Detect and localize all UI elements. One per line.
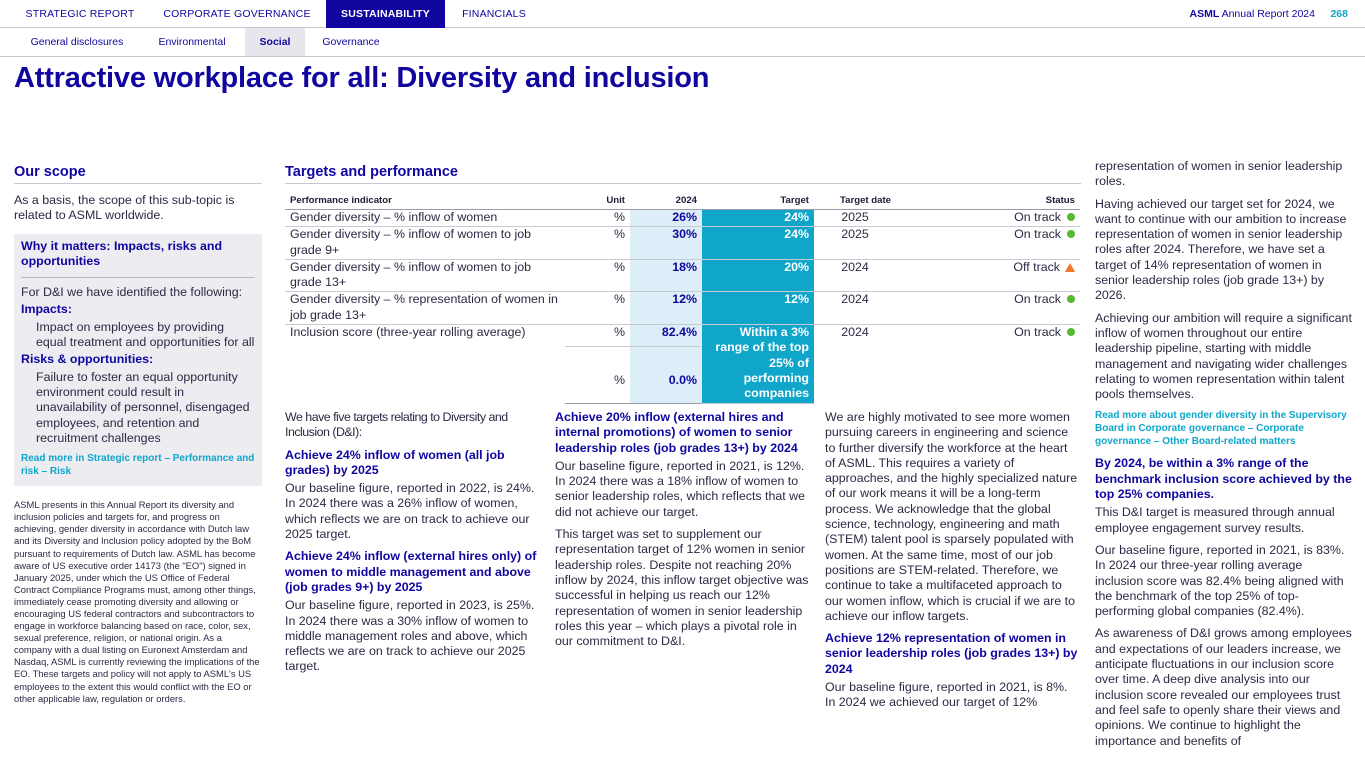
indicator-cell: Gender diversity – % inflow of women xyxy=(285,210,565,227)
target-cell: 24% xyxy=(702,210,814,227)
scope-text: As a basis, the scope of this sub-topic is related to ASML worldwide. xyxy=(14,193,235,223)
text-column-2 xyxy=(555,410,811,656)
target-paragraph: Having achieved our target set for 2024, we want to continue with our ambition to increase representation of women in senior leadership roles after 2024. Therefore, we have set a target of 14% representation of women in senior leadership roles (job grade 13+) by 2026. xyxy=(1095,196,1347,303)
target-paragraph: Our baseline figure, reported in 2023, is 25%. In 2024 there was a 30% inflow of women to middle management roles and above, which reflects we are on track to achieve our 2025 target. xyxy=(285,598,535,674)
targets-heading: Targets and performance xyxy=(285,164,1081,184)
text-column-1 xyxy=(285,410,542,682)
targets-section xyxy=(285,164,1081,404)
risks-label: Risks & opportunities: xyxy=(21,352,154,367)
target-paragraph: Achieving our ambition will require a significant inflow of women throughout our entire leadership pipeline, starting with middle management and navigating wider challenges relating to women representation within talent pools themselves. xyxy=(1095,310,1352,402)
value-2024-cell: 30% xyxy=(630,227,702,260)
target-cell: Within a 3% range of the top 25% of performing companies xyxy=(702,325,814,403)
target-date-cell: 2025 xyxy=(814,227,896,260)
indicator-cell: Gender diversity – % inflow of women to job grade 9+ xyxy=(285,227,565,260)
target-paragraph: This target was set to supplement our representation target of 12% women in senior leadership roles. Despite not reaching 20% inflow by 2024, this inflow target objective was successful in helping us reach our 12% representation of women in senior leadership roles this year – which plays a pivotal role in our commitment to D&I. xyxy=(555,527,809,649)
status-cell xyxy=(896,292,1080,325)
target-paragraph: This D&I target is measured through annual employee engagement survey results. xyxy=(1095,505,1335,535)
risks-text: Failure to foster an equal opportunity environment could result in unavailability of personnel, disengaged employees, and retention and recruitment challenges xyxy=(36,369,250,445)
value-2024-cell: 18% xyxy=(630,259,702,292)
target-date-cell: 2024 xyxy=(814,259,896,292)
value-2024-cell: 12% xyxy=(630,292,702,325)
unit-cell: % xyxy=(565,347,630,403)
table-row xyxy=(285,292,1080,325)
target-paragraph: As awareness of D&I grows among employees and expectations of our leaders increase, we anticipate fluctuations in our inclusion score over time. A deep dive analysis into our inclusion score revealed our employees trust and feel safe to openly share their views and opinions. We continue to highlight the importance and benefits of xyxy=(1095,626,1352,748)
on-track-icon xyxy=(1067,295,1075,303)
unit-cell: % xyxy=(565,259,630,292)
report-brand xyxy=(1190,0,1316,29)
subtab-social[interactable]: Social xyxy=(245,28,305,56)
off-track-warning-icon xyxy=(1065,263,1075,272)
target-paragraph: Our baseline figure, reported in 2021, is 12%. In 2024 there was a 18% inflow of women to senior leadership roles, which reflects that we did not achieve our target. xyxy=(555,458,805,519)
target-heading: Achieve 12% representation of women in senior leadership roles (job grades 13+) by 2024 xyxy=(825,631,1078,676)
col-header-target: Target xyxy=(702,193,814,210)
subtab-general-disclosures[interactable]: General disclosures xyxy=(30,36,124,48)
col-header-indicator: Performance indicator xyxy=(285,193,565,210)
target-heading: Achieve 24% inflow of women (all job grades) by 2025 xyxy=(285,447,505,477)
target-paragraph: Our baseline figure, reported in 2022, is 24%. In 2024 there was a 26% inflow of women, which reflects we are on track to achieve our 2025 target. xyxy=(285,481,535,542)
why-it-matters-title: Why it matters: Impacts, risks and opportunities xyxy=(21,239,255,279)
status-text: On track xyxy=(1014,210,1061,224)
status-cell xyxy=(896,325,1080,403)
brand-name: ASML xyxy=(1189,8,1220,20)
target-date-cell: 2024 xyxy=(814,292,896,325)
unit-cell: % xyxy=(565,227,630,260)
status-cell xyxy=(896,259,1080,292)
value-2024-cell: 82.4% xyxy=(630,325,702,347)
on-track-icon xyxy=(1067,213,1075,221)
target-heading: Achieve 20% inflow (external hires and internal promotions) of women to senior leadership roles (job grades 13+) by 2024 xyxy=(555,410,798,455)
targets-intro: We have five targets relating to Diversity and Inclusion (D&I): xyxy=(285,410,508,440)
impacts-label: Impacts: xyxy=(21,302,72,317)
col-header-2024: 2024 xyxy=(630,193,702,210)
unit-cell: % xyxy=(565,292,630,325)
target-paragraph: Our baseline figure, reported in 2021, is 8%. In 2024 we achieved our target of 12% xyxy=(825,680,1068,710)
supervisory-board-link[interactable]: Read more about gender diversity in the Supervisory Board in Corporate governance – Corporate governance – Other Board-related matters xyxy=(1095,410,1347,448)
tab-financials[interactable]: FINANCIALS xyxy=(462,8,526,20)
executive-order-note: ASML presents in this Annual Report its diversity and inclusion policies and targets for, and progress on achieving, gender diversity in accordance with Dutch law and its Diversity and Inclusion policy adopted by the BoM pursuant to requirements of Dutch law. ASML has become aware of US executive order 14173 (the "EO") signed in January 2025, under which the US Office of Federal Contract Compliance Programs must, among other things, immediately cease promoting diversity and allowing or encouraging US federal contractors and subcontractors to engage in workforce balancing based on race, color, sex, sexual preference, religion, or national origin. As a company with a dual listing on Euronext Amsterdam and Nasdaq, ASML is currently reviewing the implications of the EO. These targets and policy will not apply to ASML's US employees to the extent this would conflict with the EO or other applicable law, regulation or orders. xyxy=(14,499,260,704)
page-number: 268 xyxy=(1330,8,1348,20)
status-text: On track xyxy=(1014,292,1061,307)
continued-paragraph: representation of women in senior leadership roles. xyxy=(1095,159,1343,189)
table-row xyxy=(285,259,1080,292)
why-it-matters-box xyxy=(14,234,262,487)
stem-paragraph: We are highly motivated to see more women pursuing careers in engineering and science to further diversify the workforce at the heart of ASML. This requires a variety of approaches, and the highly specialized nature of our work means it will be a long-term process. We acknowledge that the global science, technology, engineering and math (STEM) talent pool is sparsely populated with women. At the same time, most of our job positions are STEM-related. Therefore, we continue to take a multifaceted approach to our women inflow, which is crucial if we are to achieve our inflow targets. xyxy=(825,410,1078,623)
indicator-cell: Gender diversity – % representation of women in job grade 13+ xyxy=(285,292,565,325)
target-heading: By 2024, be within a 3% range of the benchmark inclusion score achieved by the top 25% companies. xyxy=(1095,456,1352,502)
target-date-cell: 2024 xyxy=(841,325,869,340)
target-date-cell: 2025 xyxy=(814,210,896,227)
tab-sustainability[interactable]: SUSTAINABILITY xyxy=(326,0,445,28)
unit-cell: % xyxy=(565,210,630,227)
status-text: On track xyxy=(1014,325,1061,340)
col-header-unit: Unit xyxy=(565,193,630,210)
scope-column xyxy=(14,164,262,705)
status-cell xyxy=(896,227,1080,260)
why-intro: For D&I we have identified the following: xyxy=(21,285,243,300)
performance-table xyxy=(285,193,1080,404)
target-paragraph: Our baseline figure, reported in 2021, is 83%. In 2024 our three-year rolling average inclusion score was 82.4% being aligned with the benchmark of the top 25% of top-performing global companies (82.4%). xyxy=(1095,542,1345,619)
page-title: Attractive workplace for all: Diversity and inclusion xyxy=(14,62,710,94)
tab-strategic-report[interactable]: STRATEGIC REPORT xyxy=(25,8,135,20)
status-cell xyxy=(896,210,1080,227)
target-cell: 20% xyxy=(702,259,814,292)
scope-heading: Our scope xyxy=(14,164,262,184)
top-navigation xyxy=(0,0,1365,28)
subtab-environmental[interactable]: Environmental xyxy=(158,36,226,48)
indicator-cell: Gender diversity – % inflow of women to job grade 13+ xyxy=(285,259,565,292)
value-2024-cell: 26% xyxy=(630,210,702,227)
target-cell: 12% xyxy=(702,292,814,325)
brand-report-title: Annual Report 2024 xyxy=(1219,8,1315,20)
status-text: On track xyxy=(1014,227,1061,242)
tab-corporate-governance[interactable]: CORPORATE GOVERNANCE xyxy=(163,8,311,20)
col-header-status: Status xyxy=(896,193,1080,210)
strategic-report-link[interactable]: Read more in Strategic report – Performance and risk – Risk xyxy=(21,453,255,478)
table-row xyxy=(285,227,1080,260)
unit-cell: % xyxy=(565,325,630,347)
status-text: Off track xyxy=(1013,259,1060,274)
table-header-row xyxy=(285,193,1080,210)
impacts-text: Impact on employees by providing equal treatment and opportunities for all xyxy=(36,319,255,350)
indicator-cell: Inclusion score (three-year rolling average) xyxy=(290,325,526,340)
table-row xyxy=(285,210,1080,227)
on-track-icon xyxy=(1067,230,1075,238)
target-heading: Achieve 24% inflow (external hires only) of women to middle management and above (job grades 9+) by 2025 xyxy=(285,549,537,594)
subtab-governance[interactable]: Governance xyxy=(322,36,380,48)
text-column-4 xyxy=(1095,159,1352,756)
table-row xyxy=(285,325,1080,347)
col-header-target-date: Target date xyxy=(814,193,896,210)
sub-navigation xyxy=(0,28,1365,57)
target-cell: 24% xyxy=(702,227,814,260)
text-column-3 xyxy=(825,410,1081,718)
on-track-icon xyxy=(1067,328,1075,336)
value-2024-cell: 0.0% xyxy=(630,347,702,403)
